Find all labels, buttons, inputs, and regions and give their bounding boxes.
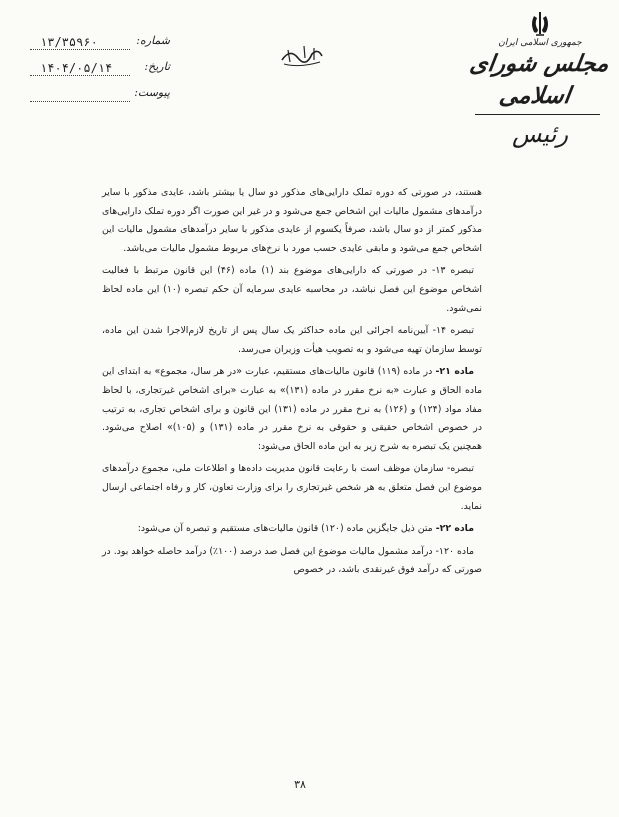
article-21-heading: ماده ۲۱- [435, 366, 474, 378]
letter-date-row [30, 58, 170, 82]
date-dotted-line [30, 75, 130, 76]
signatory-role: رئیس [511, 120, 569, 148]
number-value: ۱۳/۳۵۹۶۰ [40, 35, 98, 49]
article-21-text: در ماده (۱۱۹) قانون مالیات‌های مستقیم، عبارت «در هر سال، مجموع» به ابتدای این ماده الحاق و عبارت «به نرخ مقرر در ماده (۱۳۱)» به عبارت «برای اشخاص غیرتجاری، با لحاظ مفاد مواد (۱۲۴) و (۱۲۶) به نرخ مقرر در ماده (۱۳۱) این قانون و برای اشخاص تجاری، به ترتیب در خصوص اشخاص حقیقی و حقوقی به نرخ مقرر در ماده (۱۳۱) و (۱۰۵)» اصلاح می‌شود. همچنین یک تبصره به شرح زیر به این ماده الحاق می‌شود: [102, 366, 482, 452]
date-value: ۱۴۰۴/۰۵/۱۴ [40, 61, 113, 75]
letter-meta [30, 32, 170, 110]
body-paragraph-article-120: ماده ۱۲۰- درآمد مشمول مالیات موضوع این فصل صد درصد (۱۰۰٪) درآمد حاصله خواهد بود. در صورتی که درآمد فوق غیرنقدی باشد، در خصوص [102, 545, 482, 576]
number-label: شماره: [136, 34, 170, 47]
bismillah-calligraphy-icon [278, 42, 326, 68]
date-label: تاریخ: [144, 60, 170, 73]
iran-emblem-icon [528, 10, 552, 38]
body-paragraph-1: هستند، در صورتی که دوره تملک دارایی‌های مذکور دو سال یا بیشتر باشد، عایدی مذکور با سایر درآمدهای مشمول مالیات این اشخاص جمع می‌شود و در غیر این صورت اگر دوره تملک دارایی‌های مذکور کمتر از دو سال باشد، صرفاً یکسوم از عایدی مذکور با سایر درآمدهای مشمول مالیات این اشخاص جمع می‌شود و مابقی عایدی حسب مورد با نرخ‌های مربوط مشمول مالیات می‌باشد. [102, 187, 482, 254]
body-paragraph-article-21 [102, 363, 482, 456]
body-paragraph-article-22 [102, 520, 482, 539]
attachment-dotted-line [30, 101, 130, 102]
letter-attachment-row [30, 84, 170, 108]
page-number: ۳۸ [294, 778, 306, 791]
article-22-text: متن ذیل جایگزین ماده (۱۲۰) قانون مالیات‌های مستقیم و تبصره آن می‌شود: [137, 523, 433, 535]
attachment-label: پیوست: [134, 86, 170, 99]
letter-number-row [30, 32, 170, 56]
body-paragraph-note-13: تبصره ۱۳- در صورتی که دارایی‌های موضوع بند (۱) ماده (۴۶) این قانون مرتبط با فعالیت اشخاص موضوع این فصل نباشد، در محاسبه عایدی سرمایه آن حکم تبصره (۱۰) این ماده لحاظ نمی‌شود. [102, 265, 482, 314]
body-paragraph-note: تبصره- سازمان موظف است با رعایت قانون مدیریت داده‌ها و اطلاعات ملی، مجموع درآمدهای موضوع این فصل متعلق به هر شخص غیرتجاری را برای وزارت تعاون، کار و رفاه اجتماعی ارسال نماید. [102, 463, 482, 512]
article-22-heading: ماده ۲۲- [435, 523, 474, 535]
letter-body [102, 184, 482, 584]
institution-divider [475, 114, 600, 115]
body-paragraph-note-14: تبصره ۱۴- آیین‌نامه اجرائی این ماده حداکثر یک سال پس از تاریخ لازم‌الاجرا شدن این ماده، توسط سازمان تهیه می‌شود و به تصویب هیأت وزیران می‌رسد. [102, 325, 482, 355]
number-dotted-line [30, 49, 130, 50]
institution-name: مجلس شورای اسلامی [468, 50, 611, 109]
country-name: جمهوری اسلامی ایران [498, 38, 582, 48]
